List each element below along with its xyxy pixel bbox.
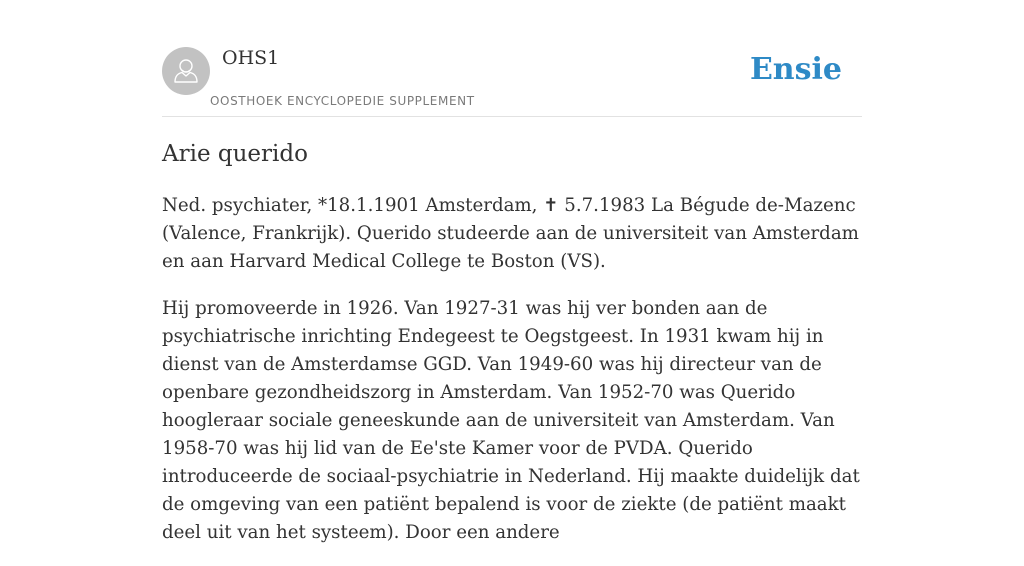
username[interactable]: OHS1 xyxy=(222,47,280,69)
paragraph-1: Ned. psychiater, *18.1.1901 Amsterdam, ✝ 5.7.1983 La Bégude de-Mazenc (Valence, Frankrijk). Querido studeerde aan de universiteit van Amsterdam en aan Harvard Medical College te Boston (VS). xyxy=(162,195,859,272)
page-title: Arie querido xyxy=(162,141,308,167)
user-placeholder-icon xyxy=(162,47,210,95)
source-label[interactable]: OOSTHOEK ENCYCLOPEDIE SUPPLEMENT xyxy=(210,94,475,108)
article-body xyxy=(162,192,862,566)
avatar[interactable] xyxy=(162,47,210,95)
paragraph-2: Hij promoveerde in 1926. Van 1927-31 was hij ver bonden aan de psychiatrische inrichting Endegeest te Oegstgeest. In 1931 kwam hij in dienst van de Amsterdamse GGD. Van 1949-60 was hij directeur van de openbare gezondheidszorg in Amsterdam. Van 1952-70 was Querido hoogleraar sociale geneeskunde aan de universiteit van Amsterdam. Van 1958-70 was hij lid van de Ee'ste Kamer voor de PVDA. Querido introduceerde de sociaal-psychiatrie in Nederland. Hij maakte duidelijk dat de omgeving van een patiënt bepalend is voor de ziekte (de patiënt maakt deel uit van het systeem). Door een andere xyxy=(162,298,860,543)
ensie-logo[interactable]: Ensie xyxy=(749,52,842,87)
entry-header xyxy=(162,0,862,117)
